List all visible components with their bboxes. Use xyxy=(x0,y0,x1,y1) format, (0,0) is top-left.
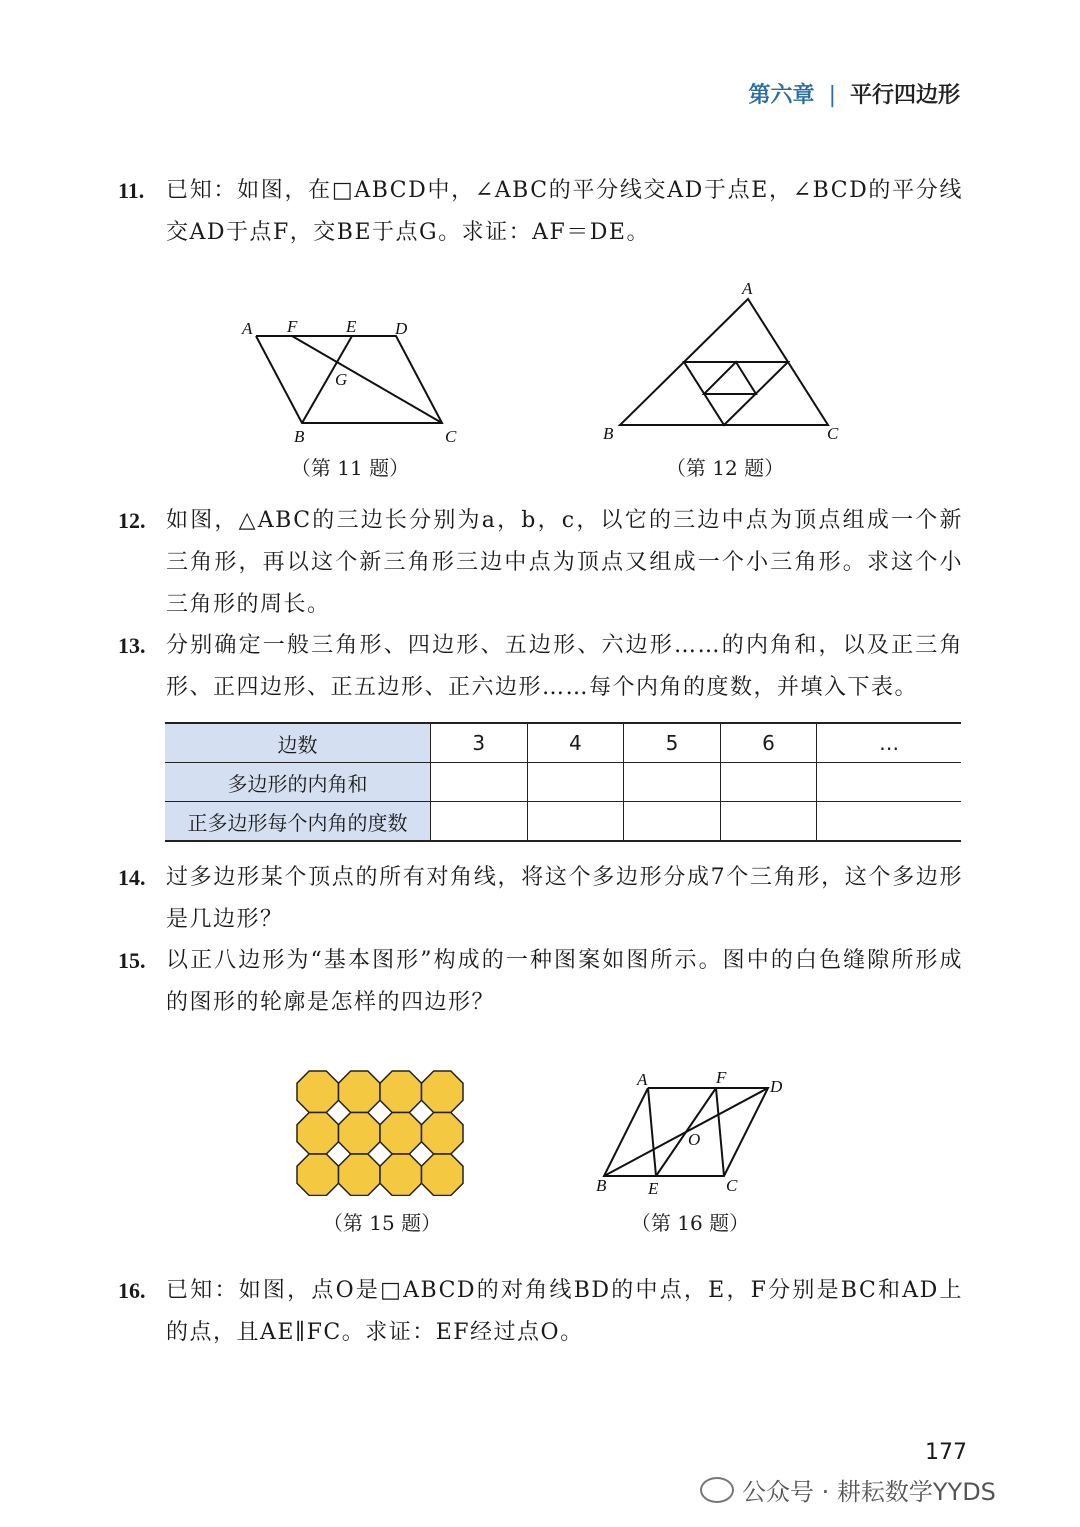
blank-cell xyxy=(431,763,528,802)
label-f: F xyxy=(716,1068,727,1087)
header-cell: 4 xyxy=(527,723,624,763)
problem-text: 分别确定一般三角形、四边形、五边形、六边形……的内角和，以及正三角形、正四边形、正五边形、正六边形……每个内角的度数，并填入下表。 xyxy=(166,633,963,700)
label-g: G xyxy=(335,370,348,389)
label-e: E xyxy=(346,317,357,336)
problem-12 xyxy=(118,500,963,626)
problem-text: 以正八边形为“基本图形”构成的一种图案如图所示。图中的白色缝隙所形成的图形的轮廓是怎样的四边形？ xyxy=(166,948,963,1015)
problem-16 xyxy=(118,1270,963,1354)
blank-cell xyxy=(720,802,817,842)
blank-cell xyxy=(527,802,624,842)
figure-12-nested-triangles xyxy=(595,280,855,450)
caption-fig15: （第 15 题） xyxy=(322,1211,442,1235)
segment-ef xyxy=(656,1088,716,1176)
header-cell: 5 xyxy=(624,723,721,763)
octagon-tile xyxy=(422,1113,464,1155)
problem-14 xyxy=(118,857,963,941)
chapter-title: 第六章 xyxy=(748,83,815,108)
problem-number: 14. xyxy=(118,865,146,890)
octagon-tile xyxy=(297,1154,339,1196)
wechat-icon xyxy=(700,1477,734,1503)
octagon-tile xyxy=(339,1113,381,1155)
problem-number: 12. xyxy=(118,508,146,533)
problem-text: 已知：如图，在□ABCD中，∠ABC的平分线交AD于点E，∠BCD的平分线交AD于点F，交BE于点G。求证：AF＝DE。 xyxy=(166,178,963,245)
blank-cell xyxy=(527,763,624,802)
octagon-tile xyxy=(339,1071,381,1113)
header-cell: 边数 xyxy=(165,723,431,763)
caption-fig11: （第 11 题） xyxy=(290,456,410,480)
watermark xyxy=(700,1472,996,1507)
octagon-tile xyxy=(422,1154,464,1196)
octagon-tile xyxy=(297,1113,339,1155)
table-row xyxy=(165,763,961,802)
label-a: A xyxy=(742,280,753,298)
blank-cell xyxy=(720,763,817,802)
blank-cell xyxy=(431,802,528,842)
segment-ae xyxy=(648,1088,656,1176)
label-o: O xyxy=(688,1130,701,1149)
table-header-row xyxy=(165,723,961,763)
row-label: 多边形的内角和 xyxy=(165,763,431,802)
chapter-header xyxy=(749,78,960,109)
label-b: B xyxy=(294,427,305,446)
label-e: E xyxy=(648,1179,659,1198)
figure-11-parallelogram xyxy=(230,310,490,450)
blank-cell xyxy=(624,763,721,802)
figure-16-parallelogram xyxy=(590,1065,810,1200)
header-cell: 6 xyxy=(720,723,817,763)
label-b: B xyxy=(603,424,614,443)
problem-number: 15. xyxy=(118,948,146,973)
caption-fig16: （第 16 题） xyxy=(630,1211,750,1235)
octagon-tile xyxy=(339,1154,381,1196)
octagon-tile xyxy=(380,1113,422,1155)
header-cell: … xyxy=(817,723,961,763)
parallelogram-abcd xyxy=(256,336,442,423)
table-row xyxy=(165,802,961,842)
caption-fig12: （第 12 题） xyxy=(665,456,785,480)
problem-number: 16. xyxy=(118,1278,146,1303)
problem-number: 13. xyxy=(118,633,146,658)
problem-15 xyxy=(118,940,963,1024)
label-a: A xyxy=(242,319,253,338)
page-number: 177 xyxy=(925,1440,967,1465)
octagon-tile xyxy=(380,1071,422,1113)
octagon-tile xyxy=(422,1071,464,1113)
watermark-text: 公众号 · 耕耘数学YYDS xyxy=(742,1478,996,1506)
blank-cell xyxy=(624,802,721,842)
problem-text: 过多边形某个顶点的所有对角线，将这个多边形分成7个三角形，这个多边形是几边形？ xyxy=(166,865,963,932)
problem-11 xyxy=(118,170,963,254)
label-d: D xyxy=(770,1077,783,1096)
label-c: C xyxy=(827,424,839,443)
polygon-angle-table xyxy=(165,722,961,842)
small-triangle xyxy=(704,362,756,394)
label-b: B xyxy=(596,1176,607,1195)
problem-text: 如图，△ABC的三边长分别为a，b，c，以它的三边中点为顶点组成一个新三角形，再以这个新三角形三边中点为顶点又组成一个小三角形。求这个小三角形的周长。 xyxy=(166,508,963,617)
header-cell: 3 xyxy=(431,723,528,763)
label-d: D xyxy=(395,319,408,338)
problem-13 xyxy=(118,625,963,709)
segment-fc xyxy=(716,1088,724,1176)
label-a: A xyxy=(637,1070,648,1089)
blank-cell xyxy=(817,802,961,842)
blank-cell xyxy=(817,763,961,802)
figure-15-octagon-pattern xyxy=(296,1070,466,1196)
label-c: C xyxy=(445,427,457,446)
octagon-tile xyxy=(380,1154,422,1196)
section-title: 平行四边形 xyxy=(849,83,960,108)
label-f: F xyxy=(287,317,298,336)
label-c: C xyxy=(726,1176,738,1195)
header-divider: | xyxy=(828,83,836,108)
octagon-tile xyxy=(297,1071,339,1113)
problem-text: 已知：如图，点O是□ABCD的对角线BD的中点，E，F分别是BC和AD上的点，且AE∥FC。求证：EF经过点O。 xyxy=(166,1278,963,1345)
problem-number: 11. xyxy=(118,178,145,203)
row-label: 正多边形每个内角的度数 xyxy=(165,802,431,842)
